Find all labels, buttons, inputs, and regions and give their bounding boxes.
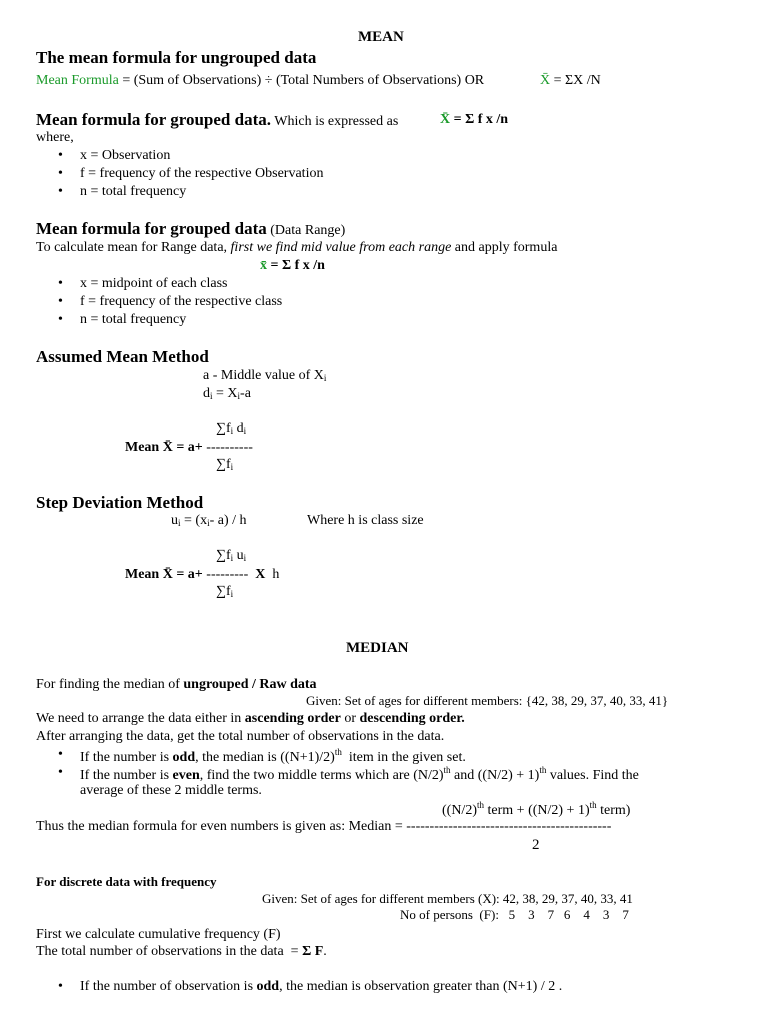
assumed-d: $d_i = X_i-a$ [203, 386, 251, 401]
list-item: • n = total frequency [58, 184, 186, 200]
discrete-given: Given: Set of ages for different members (X): 42, 38, 29, 37, 40, 33, 41 [262, 891, 633, 906]
total-observations: The total number of observations in the data = Σ F. [36, 944, 327, 959]
mean-formula-short: X̄ = ΣX /N [540, 73, 601, 88]
discrete-persons: No of persons (F): 5 3 7 6 4 3 7 [400, 907, 629, 922]
list-item: • x = Observation [58, 148, 170, 164]
range-heading-line: Mean formula for grouped data (Data Range) [36, 219, 346, 238]
step-where: Where h is class size [307, 513, 424, 528]
grouped-formula: X̄ = Σ f x /n [440, 112, 509, 127]
mean-formula-text: = (Sum of Observations) ÷ (Total Numbers of Observations) OR [118, 73, 485, 88]
step-heading: Step Deviation Method [36, 493, 204, 512]
even-formula-numerator: ($(N/2)^{th}$ term + $((N/2) + 1)^{th}$ term) [442, 800, 631, 818]
list-item: • n = total frequency [58, 312, 186, 328]
step-numerator: $\sum f_i$ $u_i$ [216, 548, 247, 563]
ungrouped-heading: The mean formula for ungrouped data [36, 48, 317, 67]
where-label: where, [36, 130, 74, 145]
even-formula-line: Thus the median formula for even numbers is given as: Median = -------------------------------------------- [36, 819, 612, 834]
assumed-a: a - Middle value of $X_i$ [203, 368, 327, 383]
list-item: • f = frequency of the respective Observation [58, 166, 323, 182]
mean-formula-label: Mean Formula [36, 73, 119, 88]
list-item: • x = midpoint of each class [58, 276, 227, 292]
grouped-heading-line: Mean formula for grouped data. Which is expressed as [36, 110, 399, 129]
discrete-heading: For discrete data with frequency [36, 874, 217, 889]
cumulative-text: First we calculate cumulative frequency (F) [36, 927, 281, 942]
list-item: • If the number is even, find the two middle terms which are $(N/2)^{th}$ and $((N/2) + 1)^{th}$ values. Find the [58, 765, 639, 784]
assumed-numerator: $\sum f_i$ $d_i$ [216, 421, 247, 436]
raw-intro: For finding the median of ungrouped / Raw data [36, 677, 317, 692]
assumed-mean-formula: Mean X̄ = a+ ---------- [125, 440, 253, 455]
list-item: • f = frequency of the respective class [58, 294, 282, 310]
step-mean-formula: Mean X̄ = a+ --------- X h [125, 567, 280, 582]
range-text: To calculate mean for Range data, first we find mid value from each range and apply formula [36, 240, 558, 255]
arrange-text: We need to arrange the data either in ascending order or descending order. [36, 711, 465, 726]
grouped-heading: Mean formula for grouped data. [36, 110, 272, 129]
range-formula: x̄ = Σ f x /n [260, 258, 325, 273]
step-denominator: $\sum f_i$ [216, 584, 234, 599]
raw-given: Given: Set of ages for different members: {42, 38, 29, 37, 40, 33, 41} [306, 693, 669, 708]
mean-title: MEAN [358, 29, 404, 45]
median-title: MEDIAN [346, 640, 409, 656]
bullet-even-line2: average of these 2 middle terms. [80, 783, 262, 798]
even-denominator: 2 [532, 837, 540, 853]
assumed-heading: Assumed Mean Method [36, 347, 209, 366]
mean-formula-line [36, 73, 484, 89]
list-item: • If the number of observation is odd, the median is observation greater than (N+1) / 2 . [58, 979, 562, 995]
list-item: • If the number is odd, the median is $((N+1)/2)^{th}$ item in the given set. [58, 747, 466, 766]
assumed-denominator: $\sum f_i$ [216, 457, 234, 472]
step-u: $u_i = (x_i-$ a) / h [171, 513, 247, 528]
after-arrange: After arranging the data, get the total number of observations in the data. [36, 729, 445, 744]
